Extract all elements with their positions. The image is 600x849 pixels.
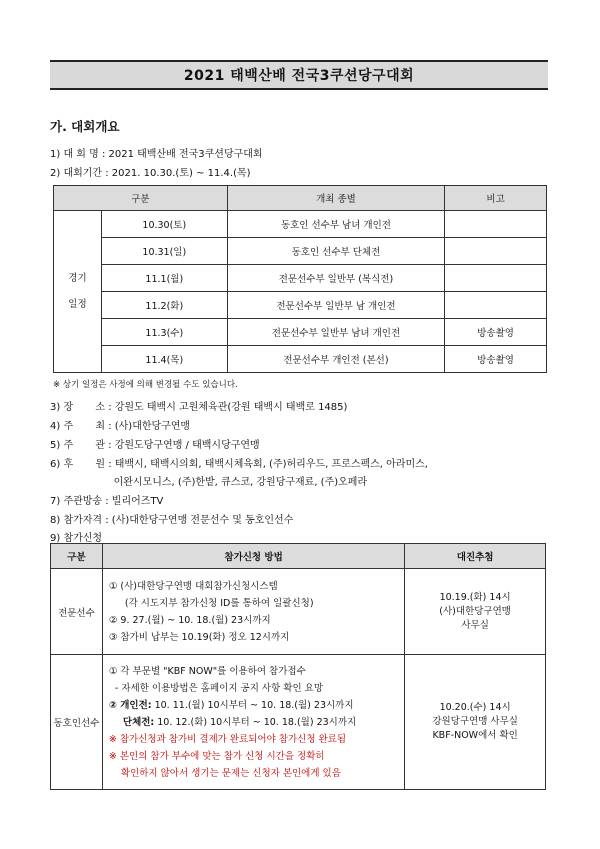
schedule-note [445,265,547,292]
schedule-event: 전문선수부 일반부 남 개인전 [227,292,445,319]
application-table [50,543,546,790]
schedule-header-event: 개최 종별 [227,186,445,211]
page-title: 2021 태백산배 전국3쿠션당구대회 [183,68,415,84]
apply-amateur-draw-time: 10.20.(수) 14시 [439,702,511,713]
event-period-line: 2) 대회기간 : 2021. 10.30.(토) ~ 11.4.(목) [50,168,251,179]
apply-amateur-m3-row [109,714,398,731]
schedule-note [445,238,547,265]
schedule-note [445,292,547,319]
organizer-line: 5) 주 관 : 강원도당구연맹 / 태백시당구연맹 [50,440,260,451]
apply-amateur-m3-label: 단체전: [122,716,155,728]
apply-pro-method [102,569,404,655]
apply-amateur-m2-row [109,697,398,714]
apply-amateur-draw-note: KBF-NOW에서 확인 [432,730,518,741]
apply-pro-label: 전문선수 [51,569,103,655]
apply-amateur-m2-label: ② 개인전: [108,699,152,711]
apply-amateur-label: 동호인선수 [51,655,103,790]
apply-amateur-m1b: - 자세한 이용방법은 홈페이지 공지 사항 확인 요망 [114,682,323,694]
schedule-note: 방송촬영 [445,346,547,373]
apply-header-category: 구분 [51,544,103,569]
apply-pro-m3: ③ 참가비 납부는 10.19(화) 정오 12시까지 [108,631,290,643]
schedule-date: 11.1(월) [101,265,227,292]
schedule-table [53,185,547,373]
host-line: 4) 주 최 : (사)대한당구연맹 [50,421,191,432]
apply-pro-m1: ① (사)대한당구연맹 대회참가신청시스템 [108,580,278,592]
schedule-header-note: 비고 [445,186,547,211]
apply-amateur-warning-3: 확인하지 않아서 생기는 문제는 신청자 본인에게 있음 [120,767,341,779]
application-heading: 9) 참가신청 [50,533,103,544]
schedule-note: 방송촬영 [445,319,547,346]
schedule-group-label-2: 일정 [68,298,87,310]
broadcast-line: 7) 주관방송 : 빌리어즈TV [50,496,164,507]
apply-amateur-m3: 10. 12.(화) 10시부터 ~ 10. 18.(월) 23시까지 [154,716,357,728]
sponsor-line: 6) 후 원 : 태백시, 태백시의회, 태백시체육회, (주)허리우드, 프로스펙스, 아라미스, [50,459,428,470]
sponsor-line-cont: 이완시모니스, (주)한밭, 큐스코, 강원당구재료, (주)오페라 [50,477,368,488]
schedule-event: 동호인 선수부 단체전 [227,238,445,265]
apply-header-method: 참가신청 방법 [102,544,404,569]
apply-pro-m1b: (각 시도지부 참가신청 ID를 통하여 일괄신청) [124,597,314,609]
schedule-date: 10.30(토) [101,211,227,238]
apply-amateur-method [102,655,404,790]
schedule-footnote: ※ 상기 일정은 사정에 의해 변경될 수도 있습니다. [53,380,238,390]
schedule-date: 10.31(일) [101,238,227,265]
schedule-event: 전문선수부 일반부 남녀 개인전 [227,319,445,346]
apply-pro-draw-org: (사)대한당구연맹 [439,605,511,617]
schedule-note [445,211,547,238]
apply-amateur-draw-place: 강원당구연맹 사무실 [432,716,518,727]
apply-amateur-m2: 10. 11.(월) 10시부터 ~ 10. 18.(월) 23시까지 [151,699,354,711]
apply-amateur-warning-1: ※ 참가신청과 참가비 결제가 완료되어야 참가신청 완료됨 [108,733,347,745]
apply-amateur-warning-2: ※ 본인의 참가 부수에 맞는 참가 신청 시간을 정확히 [108,750,325,762]
title-banner [50,60,548,90]
apply-pro-m2: ② 9. 27.(월) ~ 10. 18.(월) 23시까지 [108,614,271,626]
apply-amateur-m1: ① 각 부문별 "KBF NOW"를 이용하여 참가접수 [108,665,306,677]
schedule-event: 전문선수부 개인전 (본선) [227,346,445,373]
event-name-line: 1) 대 회 명 : 2021 태백산배 전국3쿠션당구대회 [50,149,263,160]
apply-pro-draw-time: 10.19.(화) 14시 [439,591,511,603]
section-heading: 가. 대회개요 [50,119,120,134]
eligibility-line: 8) 참가자격 : (사)대한당구연맹 전문선수 및 동호인선수 [50,515,294,526]
schedule-event: 동호인 선수부 남녀 개인전 [227,211,445,238]
schedule-date: 11.4(목) [101,346,227,373]
apply-pro-draw [405,569,546,655]
schedule-group-label-1: 경기 [68,272,87,284]
schedule-event: 전문선수부 일반부 (복식전) [227,265,445,292]
schedule-group-label [54,211,102,373]
schedule-date: 11.3(수) [101,319,227,346]
schedule-header-category: 구분 [54,186,228,211]
apply-pro-draw-place: 사무실 [461,619,489,631]
schedule-date: 11.2(화) [101,292,227,319]
apply-header-draw: 대진추첨 [405,544,546,569]
venue-line: 3) 장 소 : 강원도 태백시 고원체육관(강원 태백시 태백로 1485) [50,402,348,413]
apply-amateur-draw [405,655,546,790]
